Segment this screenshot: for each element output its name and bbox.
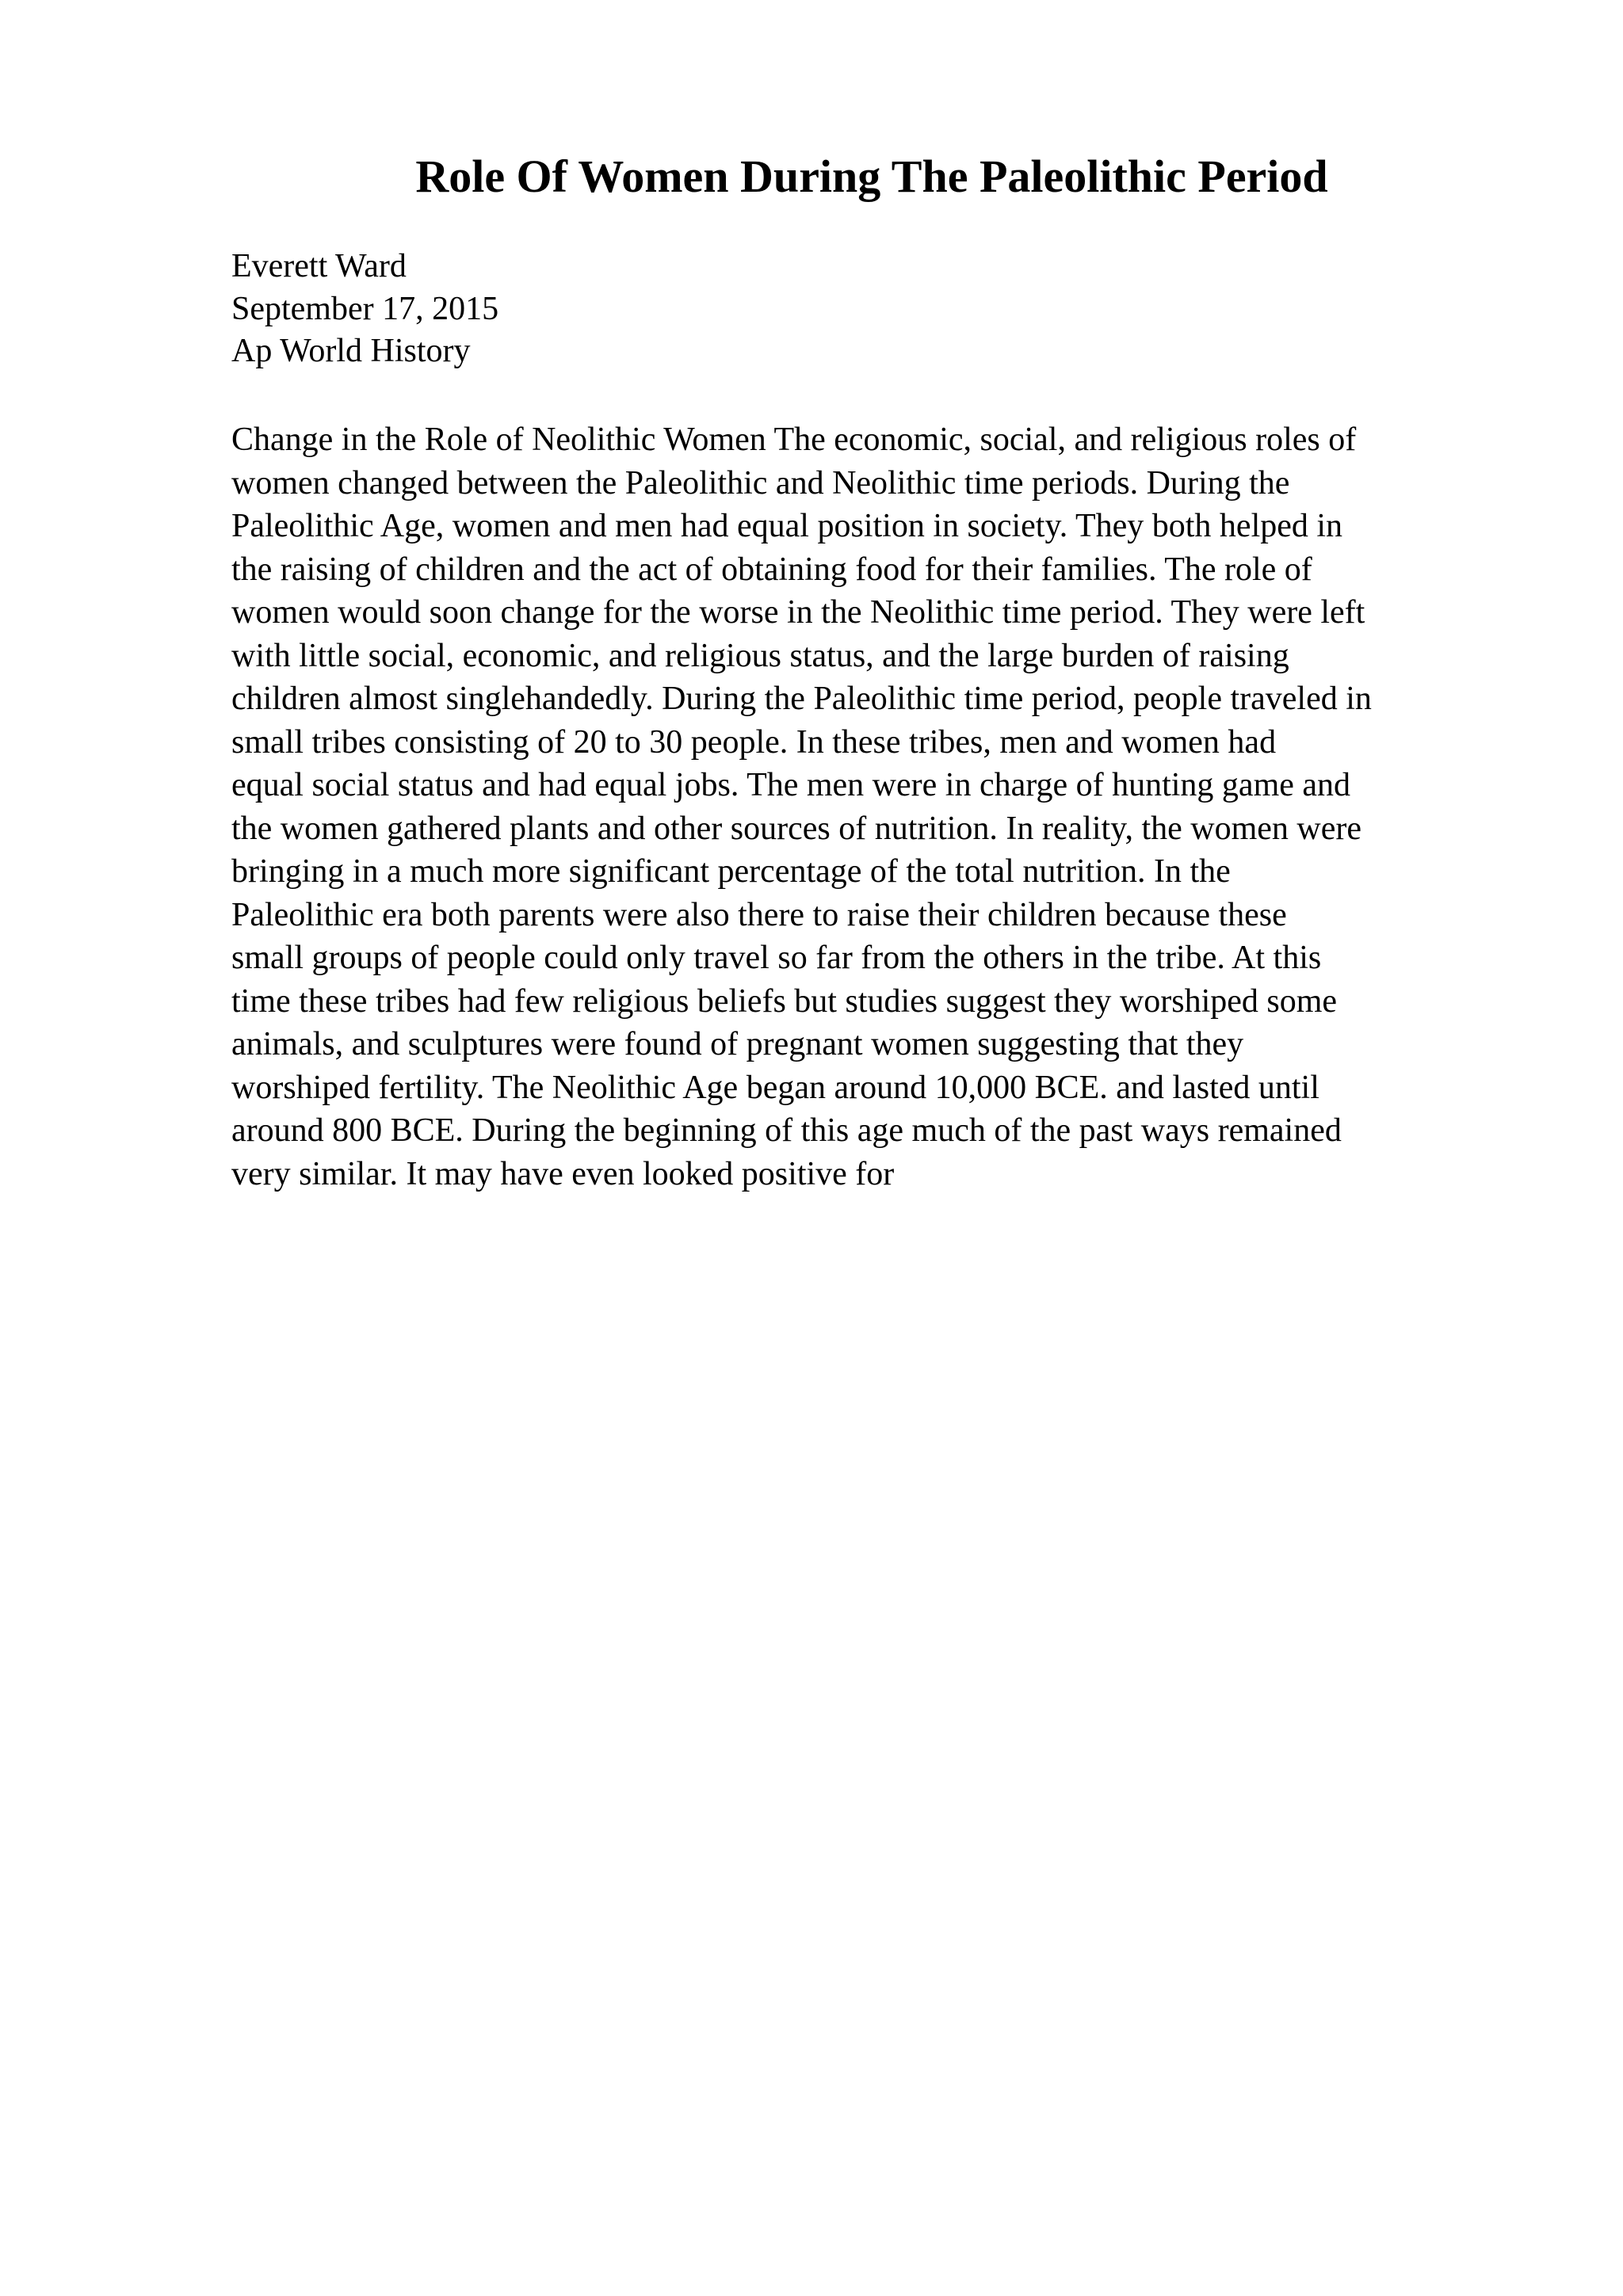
body-line: around 800 BCE. During the beginning of this age much of the past ways remained (231, 1112, 1342, 1149)
body-line: time these tribes had few religious beliefs but studies suggest they worshiped some (231, 982, 1338, 1020)
body-line: animals, and sculptures were found of pregnant women suggesting that they (231, 1026, 1244, 1062)
document-body (231, 418, 1515, 1196)
body-line: Paleolithic Age, women and men had equal position in society. They both helped in (231, 508, 1343, 544)
body-line: women would soon change for the worse in the Neolithic time period. They were left (231, 594, 1365, 631)
document-title: Role Of Women During The Paleolithic Period (415, 151, 1328, 202)
body-line: the raising of children and the act of obtaining food for their families. The role of (231, 551, 1312, 588)
course-name: Ap World History (231, 333, 471, 369)
body-line: women changed between the Paleolithic and Neolithic time periods. During the (231, 464, 1290, 502)
body-line: equal social status and had equal jobs. The men were in charge of hunting game and (231, 767, 1351, 803)
body-line: Change in the Role of Neolithic Women The economic, social, and religious roles of (231, 421, 1357, 458)
body-line: children almost singlehandedly. During the Paleolithic time period, people traveled in (231, 681, 1372, 717)
body-line: worshiped fertility. The Neolithic Age began around 10,000 BCE. and lasted until (231, 1069, 1319, 1106)
body-line: very similar. It may have even looked positive for (231, 1155, 895, 1192)
body-line: with little social, economic, and religious status, and the large burden of raising (231, 637, 1289, 674)
body-line: small tribes consisting of 20 to 30 people. In these tribes, men and women had (231, 723, 1277, 761)
body-line: small groups of people could only travel so far from the others in the tribe. At this (231, 940, 1322, 976)
author-name: Everett Ward (231, 248, 407, 284)
body-line: Paleolithic era both parents were also there to raise their children because these (231, 896, 1287, 933)
document-meta (231, 246, 1499, 373)
body-line: bringing in a much more significant percentage of the total nutrition. In the (231, 853, 1231, 890)
body-line: the women gathered plants and other sources of nutrition. In reality, the women were (231, 810, 1361, 847)
document-date: September 17, 2015 (231, 290, 499, 327)
